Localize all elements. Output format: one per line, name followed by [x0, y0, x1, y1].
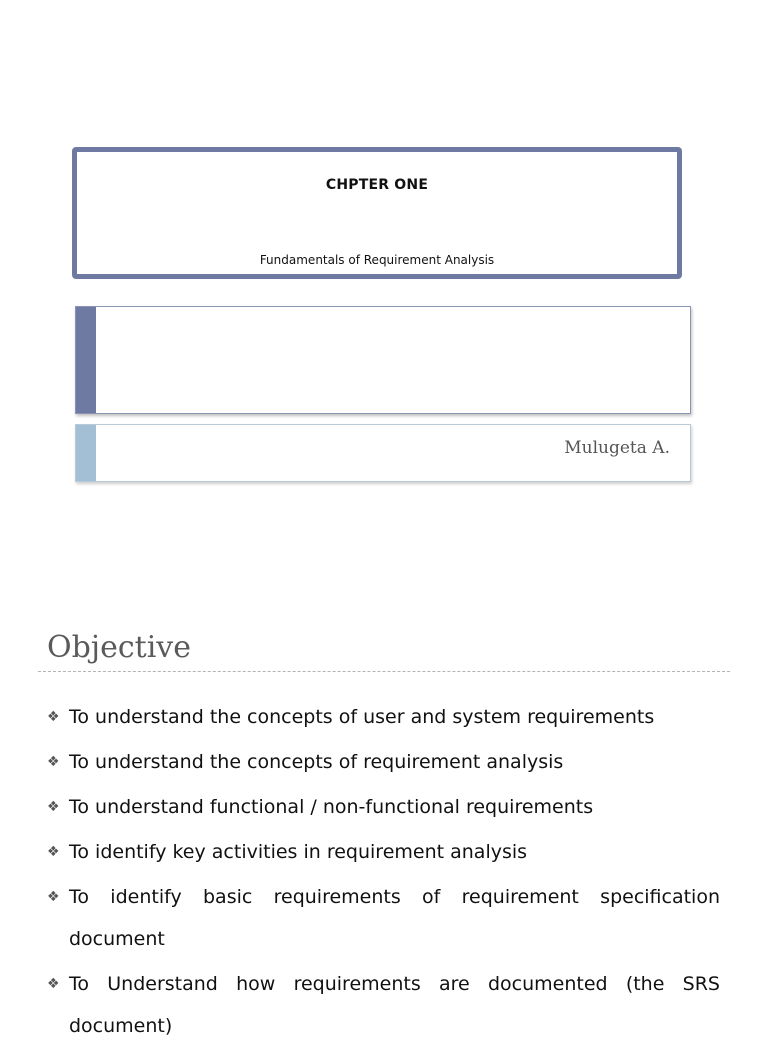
objective-slide	[0, 600, 768, 1037]
heading-divider	[38, 671, 730, 672]
objective-item	[47, 786, 720, 828]
objective-item	[47, 741, 720, 783]
objective-list	[47, 696, 720, 1050]
author-accent	[76, 425, 96, 481]
objective-item	[47, 963, 720, 1047]
chapter-title: CHPTER ONE	[325, 177, 429, 193]
diamond-bullet-icon: ❖	[47, 889, 60, 905]
objective-text: To Understand how requirements are documented (the SRS document)	[69, 973, 720, 1037]
diamond-bullet-icon: ❖	[47, 709, 60, 725]
title-frame	[72, 147, 682, 279]
objective-item	[47, 876, 720, 960]
diamond-bullet-icon: ❖	[47, 754, 60, 770]
objective-text: To identify key activities in requirement analysis	[69, 841, 528, 863]
objective-heading: Objective	[47, 630, 192, 665]
objective-item	[47, 831, 720, 873]
objective-item	[47, 696, 720, 738]
bar-accent	[76, 307, 96, 413]
objective-text: To understand functional / non-functional requirements	[69, 796, 594, 818]
author-name: Mulugeta A.	[564, 438, 670, 458]
objective-text: To identify basic requirements of requirement specification document	[69, 886, 720, 950]
diamond-bullet-icon: ❖	[47, 976, 60, 992]
chapter-subtitle: Fundamentals of Requirement Analysis	[259, 253, 495, 267]
objective-text: To understand the concepts of requirement analysis	[69, 751, 564, 773]
author-box	[75, 424, 691, 482]
diamond-bullet-icon: ❖	[47, 844, 60, 860]
diamond-bullet-icon: ❖	[47, 799, 60, 815]
decorative-bar-box	[75, 306, 691, 414]
objective-text: To understand the concepts of user and system requirements	[69, 706, 655, 728]
